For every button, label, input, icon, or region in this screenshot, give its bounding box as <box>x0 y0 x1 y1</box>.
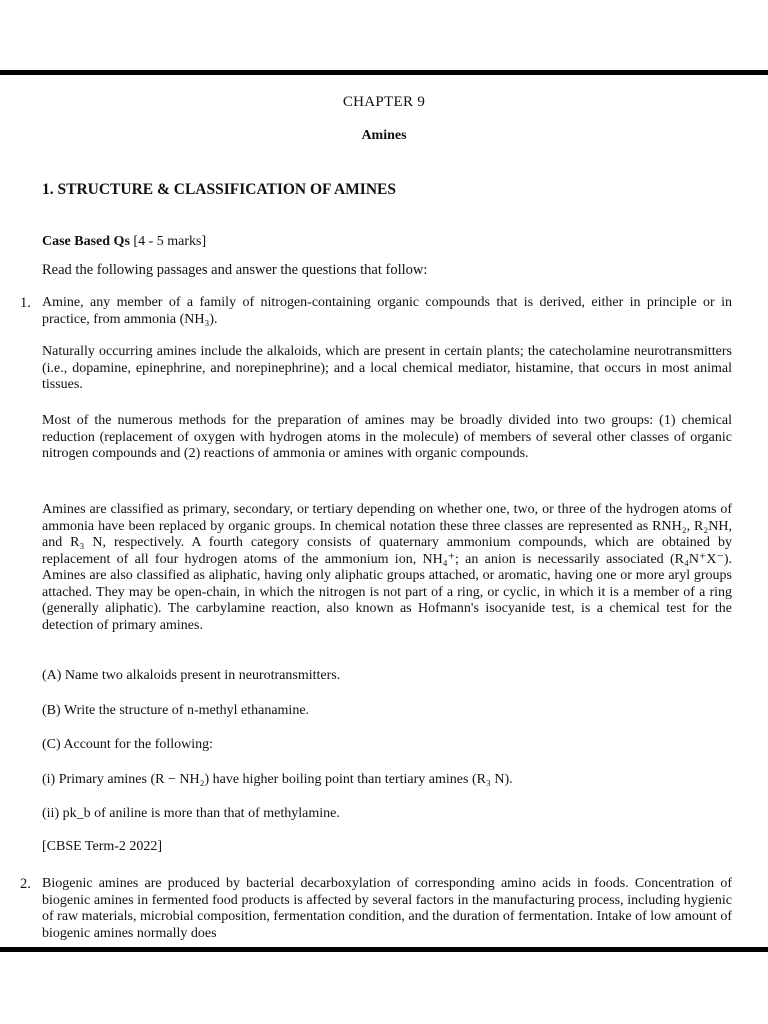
chapter-title: Amines <box>361 128 407 143</box>
question-1-paragraph-2: Naturally occurring amines include the alkaloids, which are present in certain plants; the catecholamine neurotransmitters (i.e., dopamine, epinephrine, and norepinephrine); and a local chemical mediator, histamine, that occurs in most animal tissues. <box>42 344 732 392</box>
case-based-heading <box>42 234 206 250</box>
question-1-part-c: (C) Account for the following: <box>42 737 214 752</box>
question-1-paragraph-3: Most of the numerous methods for the preparation of amines may be broadly divided into two groups: (1) chemical reduction (replacement of oxygen with hydrogen atoms in the molecule) of members of several other classes of organic nitrogen compounds and (2) reactions of ammonia or amines with organic compounds. <box>42 413 732 461</box>
case-based-label: Case Based Qs <box>42 234 130 249</box>
section-heading: 1. STRUCTURE & CLASSIFICATION OF AMINES <box>42 181 396 198</box>
question-number: 1. <box>20 295 31 311</box>
chapter-label: CHAPTER 9 <box>342 94 426 110</box>
question-1-source: [CBSE Term-2 2022] <box>42 839 163 854</box>
question-1-paragraph-4: Amines are classified as primary, secondary, or tertiary depending on whether one, two, or three of the hydrogen atoms of ammonia have been replaced by organic groups. In chemical notation these three classes are represented as RNH₂, R₂NH, and R₃ N, respectively. A fourth category consists of quaternary ammonium compounds, which are obtained by replacement of all four hydrogen atoms of the ammonium ion, NH₄⁺; an anion is necessarily associated (R₄N⁺X⁻). Amines are also classified as aliphatic, having only aliphatic groups attached, or aromatic, having one or more aryl groups attached. They may be open-chain, in which the nitrogen is not part of a ring, or cyclic, in which it is a member of a ring (generally aliphatic). The carbylamine reaction, also known as Hofmann's isocyanide test, is a chemical test for the detection of primary amines. <box>42 502 732 633</box>
question-number: 2. <box>20 876 31 892</box>
bottom-border-rule <box>0 947 768 952</box>
instructions-text: Read the following passages and answer the questions that follow: <box>42 262 428 278</box>
question-1-part-b: (B) Write the structure of n-methyl ethanamine. <box>42 703 310 718</box>
case-based-marks: [4 - 5 marks] <box>133 234 207 249</box>
question-1-paragraph-1: Amine, any member of a family of nitrogen-containing organic compounds that is derived, either in principle or in practice, from ammonia (NH₃). <box>42 295 732 327</box>
question-1-part-c-i: (i) Primary amines (R − NH₂) have higher boiling point than tertiary amines (R₃ N). <box>42 772 513 787</box>
question-1-part-a: (A) Name two alkaloids present in neurotransmitters. <box>42 668 341 683</box>
question-2-paragraph-1: Biogenic amines are produced by bacterial decarboxylation of corresponding amino acids in foods. Concentration of biogenic amines in fermented food products is affected by several factors in the manufacturing process, including hygienic of raw materials, microbial composition, fermentation condition, and the duration of fermentation. Intake of low amount of biogenic amines normally does <box>42 876 732 941</box>
question-1-part-c-ii: (ii) pk_b of aniline is more than that of methylamine. <box>42 806 340 821</box>
